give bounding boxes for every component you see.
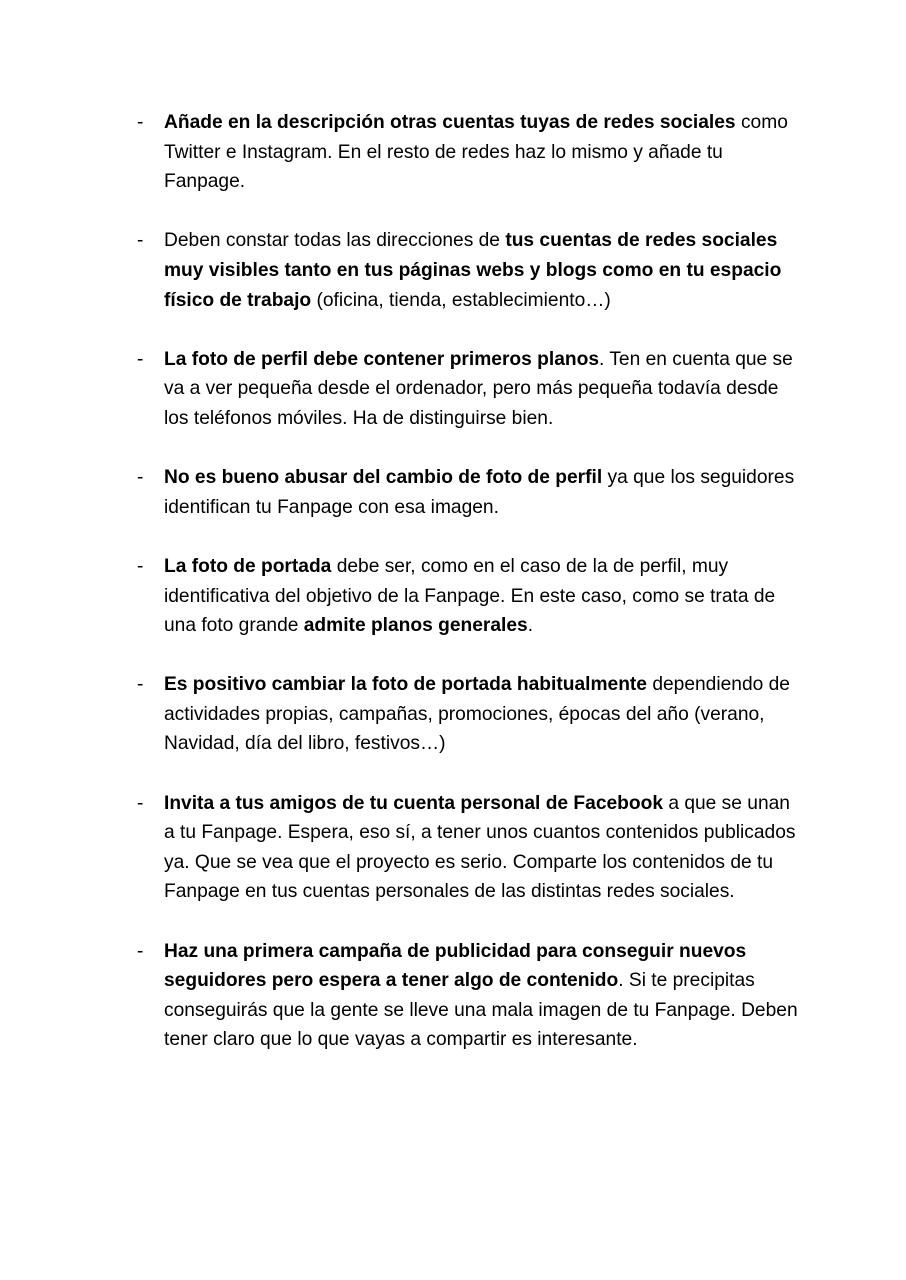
bold-text: Añade en la descripción otras cuentas tuyas de redes sociales <box>164 112 736 133</box>
bullet-dash: - <box>137 555 144 577</box>
list-item <box>137 552 802 641</box>
list-item <box>137 226 802 315</box>
body-text: como Twitter e Instagram. En el resto de redes haz lo mismo y añade tu Fanpage. <box>164 112 788 193</box>
body-text: dependiendo de actividades propias, campañas, promociones, épocas del año (verano, Navidad, día del libro, festivos…) <box>164 674 790 755</box>
bold-text: Es positivo cambiar la foto de portada habitualmente <box>164 674 647 696</box>
bold-text: Invita a tus amigos de tu cuenta personal de Facebook <box>164 792 663 814</box>
body-text: . <box>527 615 534 637</box>
body-text: (oficina, tienda, establecimiento…) <box>311 289 611 311</box>
body-text: ya que los seguidores identifican tu Fanpage con esa imagen. <box>164 467 795 518</box>
bold-text: Haz una primera campaña de publicidad para conseguir nuevos seguidores pero espera a tener algo de contenido <box>164 940 747 992</box>
body-text: . Ten en cuenta que se va a ver pequeña desde el ordenador, pero más pequeña todavía desde los teléfonos móviles. Ha de distinguirse bien. <box>164 348 793 429</box>
list-item <box>137 345 802 434</box>
bullet-dash: - <box>137 792 144 814</box>
bullet-dash: - <box>137 112 144 133</box>
body-text: a que se unan a tu Fanpage. Espera, eso sí, a tener unos cuantos contenidos publicados ya. Que se vea que el proyecto es serio. Comparte los contenidos de tu Fanpage en tus cuentas personales de las distintas redes sociales. <box>164 792 796 903</box>
bold-text: La foto de portada <box>164 555 332 577</box>
tips-list <box>137 108 802 1085</box>
bullet-dash: - <box>137 467 144 489</box>
list-item <box>137 937 802 1055</box>
bullet-dash: - <box>137 674 144 696</box>
body-text: . Si te precipitas conseguirás que la gente se lleve una mala imagen de tu Fanpage. Deben tener claro que lo que vayas a compartir es interesante. <box>164 970 798 1051</box>
bold-text: No es bueno abusar del cambio de foto de perfil <box>164 467 603 489</box>
bold-text: tus cuentas de redes sociales muy visibles tanto en tus páginas webs y blogs como en tu espacio físico de trabajo <box>164 230 782 311</box>
bold-text: admite planos generales <box>303 615 528 637</box>
list-item <box>137 670 802 759</box>
body-text: debe ser, como en el caso de la de perfil, muy identificativa del objetivo de la Fanpage. En este caso, como se trata de una foto grande <box>164 555 776 637</box>
body-text: Deben constar todas las direcciones de <box>164 230 506 252</box>
bold-text: La foto de perfil debe contener primeros planos <box>164 348 599 370</box>
list-item <box>137 108 802 197</box>
bullet-dash: - <box>137 348 144 370</box>
bullet-dash: - <box>137 230 144 252</box>
bullet-dash: - <box>137 940 144 962</box>
list-item <box>137 789 802 907</box>
list-item <box>137 463 802 522</box>
